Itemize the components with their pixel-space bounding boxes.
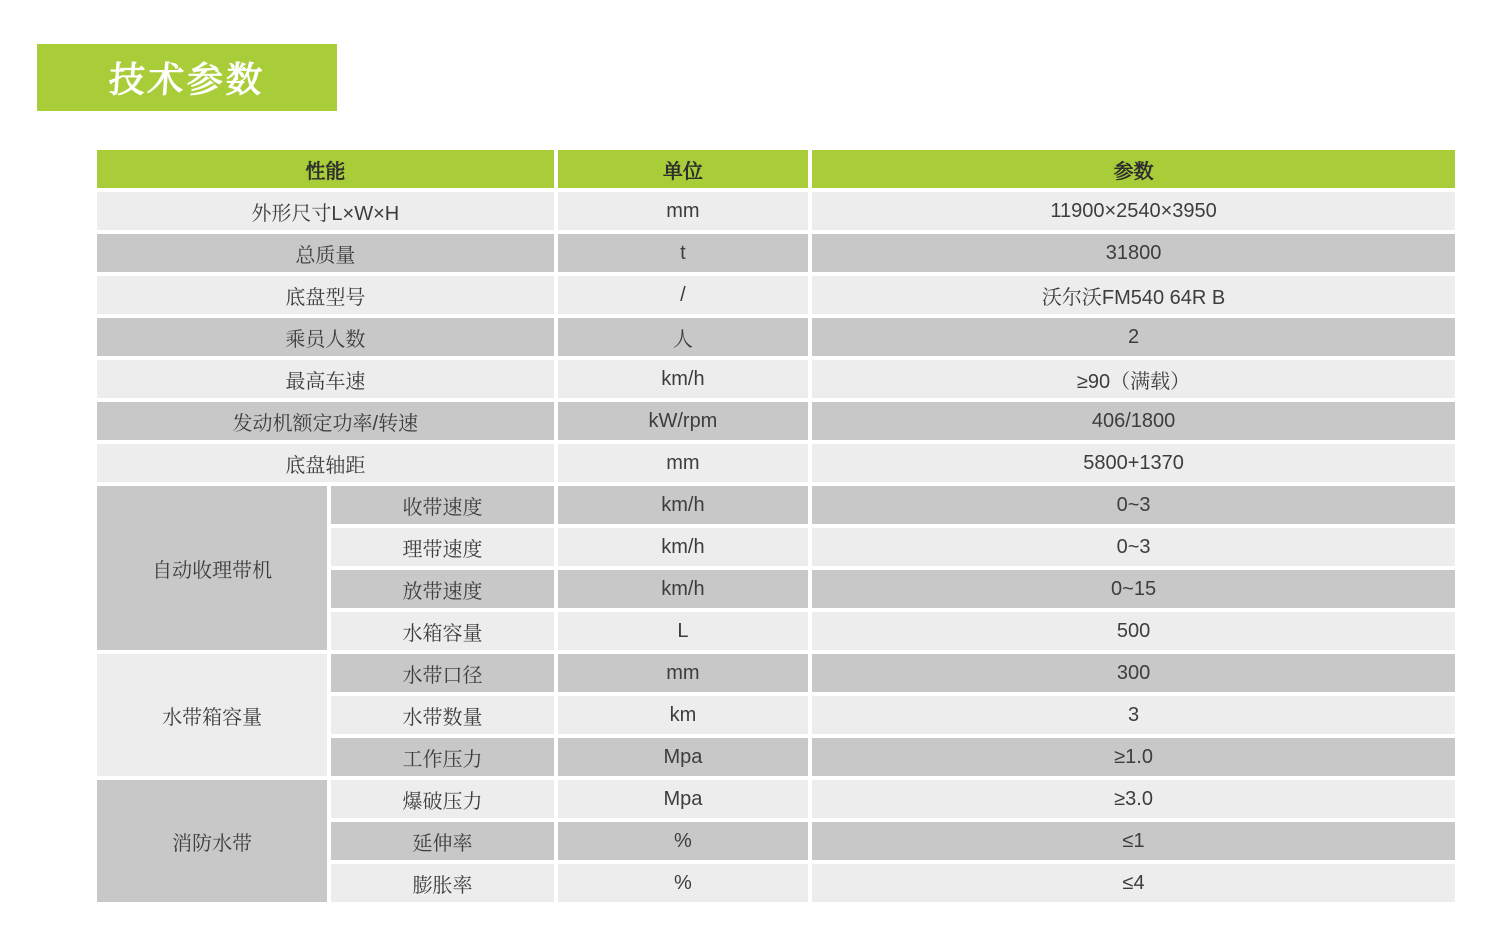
row-unit: mm (558, 192, 808, 230)
row-value: ≥90（满载） (812, 360, 1455, 398)
row-value: 5800+1370 (812, 444, 1455, 482)
row-unit: mm (558, 654, 808, 692)
row-unit: mm (558, 444, 808, 482)
table-row (97, 486, 1455, 524)
row-value: 300 (812, 654, 1455, 692)
row-unit: L (558, 612, 808, 650)
table-row (97, 360, 1455, 398)
table-row (97, 780, 1455, 818)
row-value: 0~3 (812, 528, 1455, 566)
row-label: 乘员人数 (97, 318, 554, 356)
table-row (97, 654, 1455, 692)
row-label: 放带速度 (331, 570, 553, 608)
row-value: 500 (812, 612, 1455, 650)
row-unit: km (558, 696, 808, 734)
row-value: ≤1 (812, 822, 1455, 860)
header-row (97, 150, 1455, 188)
row-unit: km/h (558, 486, 808, 524)
row-value: 406/1800 (812, 402, 1455, 440)
row-unit: % (558, 822, 808, 860)
row-label: 膨胀率 (331, 864, 553, 902)
row-label: 工作压力 (331, 738, 553, 776)
row-unit: t (558, 234, 808, 272)
row-unit: Mpa (558, 738, 808, 776)
row-label: 水带口径 (331, 654, 553, 692)
group-cell: 水带箱容量 (97, 654, 327, 776)
row-label: 发动机额定功率/转速 (97, 402, 554, 440)
section-title-banner (37, 44, 337, 111)
row-value: 2 (812, 318, 1455, 356)
row-unit: km/h (558, 528, 808, 566)
row-unit: kW/rpm (558, 402, 808, 440)
table-row (97, 318, 1455, 356)
row-unit: Mpa (558, 780, 808, 818)
column-header-performance: 性能 (97, 150, 554, 188)
row-unit: 人 (558, 318, 808, 356)
row-unit: % (558, 864, 808, 902)
table-row (97, 402, 1455, 440)
row-value: 沃尔沃FM540 64R B (812, 276, 1455, 314)
table-row (97, 276, 1455, 314)
row-value: 11900×2540×3950 (812, 192, 1455, 230)
row-label: 爆破压力 (331, 780, 553, 818)
row-unit: / (558, 276, 808, 314)
spec-table-container (93, 146, 1459, 906)
row-label: 水箱容量 (331, 612, 553, 650)
row-value: ≥3.0 (812, 780, 1455, 818)
row-value: 3 (812, 696, 1455, 734)
row-unit: km/h (558, 570, 808, 608)
table-row (97, 234, 1455, 272)
row-label: 最高车速 (97, 360, 554, 398)
spec-table (93, 146, 1459, 906)
table-row (97, 444, 1455, 482)
row-value: 31800 (812, 234, 1455, 272)
column-header-parameter: 参数 (812, 150, 1455, 188)
column-header-unit: 单位 (558, 150, 808, 188)
row-value: 0~15 (812, 570, 1455, 608)
row-label: 底盘型号 (97, 276, 554, 314)
row-unit: km/h (558, 360, 808, 398)
row-label: 总质量 (97, 234, 554, 272)
group-cell: 消防水带 (97, 780, 327, 902)
row-label: 底盘轴距 (97, 444, 554, 482)
row-label: 收带速度 (331, 486, 553, 524)
table-row (97, 192, 1455, 230)
row-label: 水带数量 (331, 696, 553, 734)
group-cell: 自动收理带机 (97, 486, 327, 650)
row-value: 0~3 (812, 486, 1455, 524)
page-title: 技术参数 (107, 59, 267, 100)
row-label: 延伸率 (331, 822, 553, 860)
row-value: ≥1.0 (812, 738, 1455, 776)
row-label: 外形尺寸L×W×H (97, 192, 554, 230)
row-value: ≤4 (812, 864, 1455, 902)
row-label: 理带速度 (331, 528, 553, 566)
